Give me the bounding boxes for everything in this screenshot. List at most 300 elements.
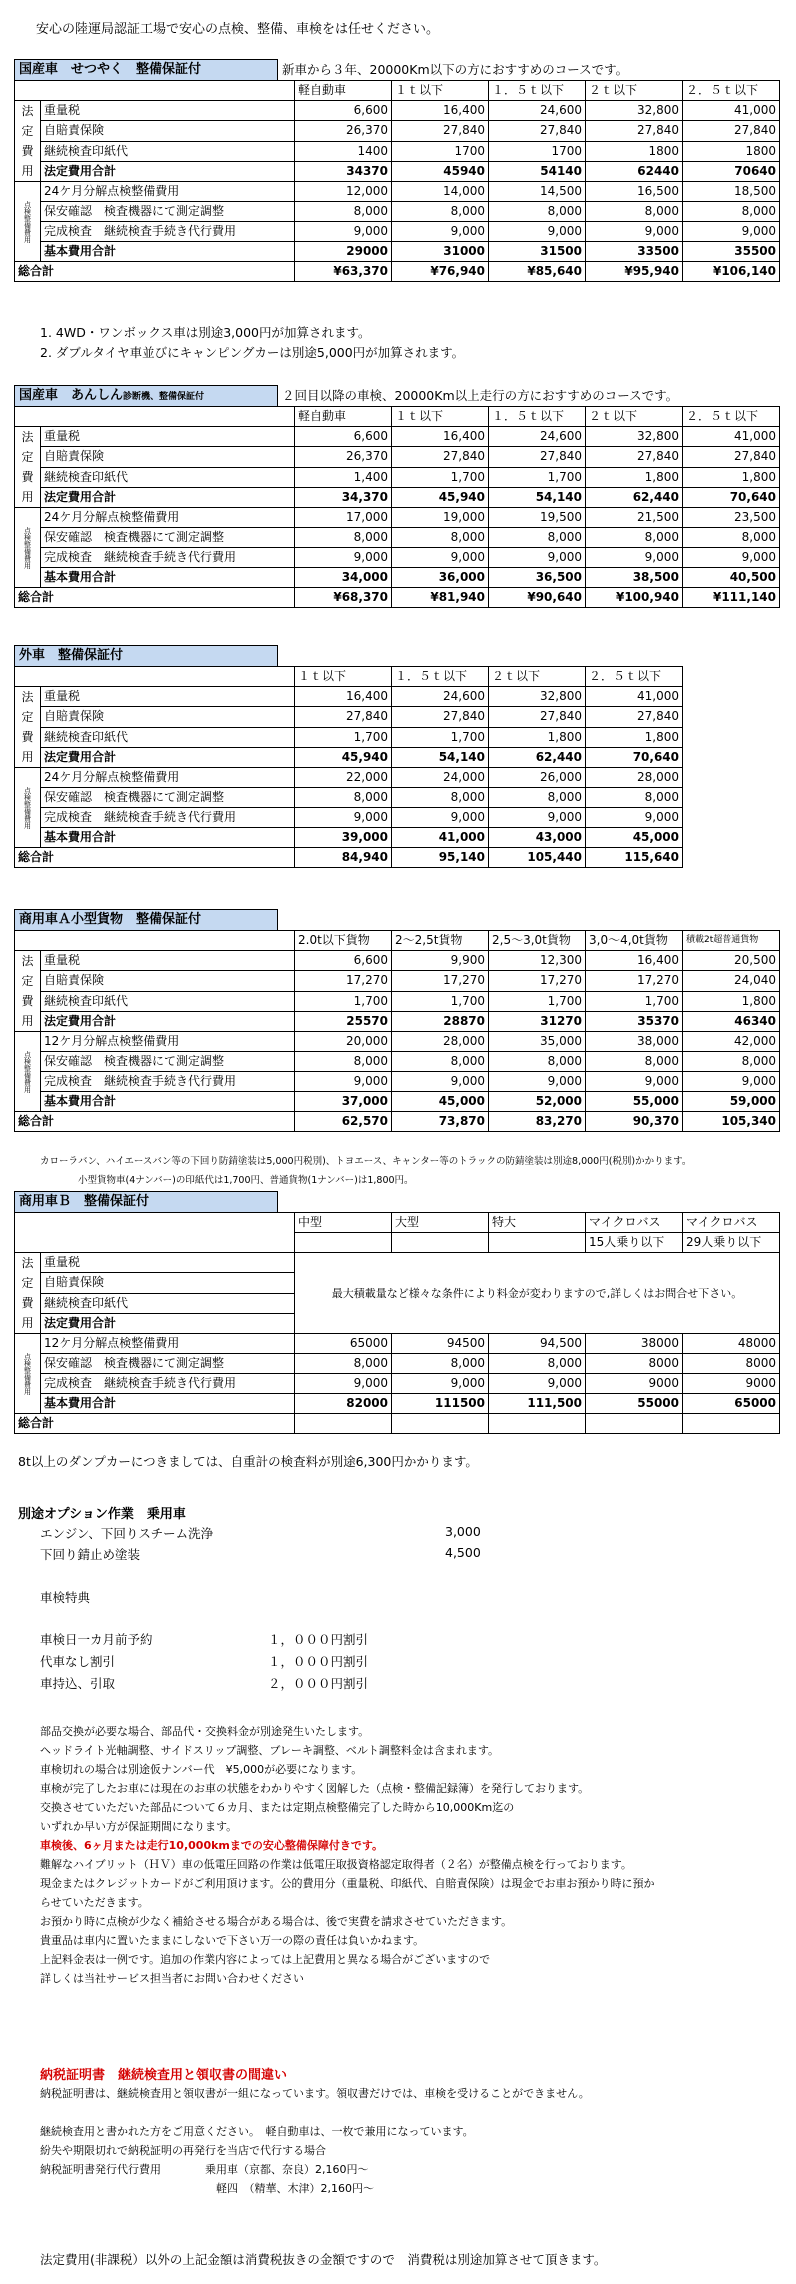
row-label: 24ケ月分解点検整備費用 [41, 182, 295, 202]
info-line: 上記料金表は一例です。追加の作業内容によっては上記費用と異なる場合がございますので [40, 1953, 491, 1966]
cell-value: 70,640 [586, 747, 683, 767]
cell-value: 38000 [586, 1334, 683, 1354]
basic-row [15, 808, 683, 828]
cell-value: 14,000 [392, 182, 489, 202]
row-label: 重量税 [41, 101, 295, 121]
column-header: 大型 [392, 1213, 489, 1233]
header-row [15, 407, 780, 427]
cell-value: 45,000 [392, 1092, 489, 1112]
row-label: 重量税 [41, 427, 295, 447]
column-header: １．５ｔ以下 [489, 407, 586, 427]
cell-value: 9,000 [683, 1072, 780, 1092]
cell-value: 32,800 [489, 687, 586, 707]
cell-value: ¥95,940 [586, 262, 683, 282]
basic-row [15, 1052, 780, 1072]
cell-value: 27,840 [392, 447, 489, 467]
column-header: １ｔ以下 [392, 81, 489, 101]
cell-value: 14,500 [489, 182, 586, 202]
cell-value: 18,500 [683, 182, 780, 202]
cell-value: 26,370 [295, 121, 392, 141]
row-label: 法定費用合計 [41, 1313, 295, 1333]
cell-value: 8,000 [392, 528, 489, 548]
basic-row [15, 1072, 780, 1092]
cell-value: 8,000 [489, 202, 586, 222]
legal-side-char: 用 [21, 750, 34, 764]
cell-value: 55000 [586, 1394, 683, 1414]
legal-side-label [15, 427, 41, 508]
tax-cert-line: 継続検査用と書かれた方をご用意ください。 軽自動車は、一枚で兼用になっています。 [40, 2125, 474, 2138]
basic-row [15, 548, 780, 568]
cell-value: 8,000 [489, 528, 586, 548]
basic-total-row [15, 1092, 780, 1112]
cell-value: 27,840 [392, 707, 489, 727]
grand-total-row [15, 1414, 780, 1434]
info-line: 車検後、6ヶ月または走行10,000kmまでの安心整備保障付きです。 [40, 1839, 383, 1852]
basic-row [15, 528, 780, 548]
cell-value: 27,840 [489, 707, 586, 727]
cell-value: 65000 [295, 1334, 392, 1354]
info-line: 交換させていただいた部品について６カ月、または定期点検整備完了した時から10,000Km迄の [40, 1801, 515, 1814]
cell-value-empty [295, 1414, 392, 1434]
legal-side-char: 定 [21, 450, 34, 464]
basic-total-row [15, 1394, 780, 1414]
row-label: 継続検査印紙代 [41, 141, 295, 161]
table3 [14, 666, 683, 868]
basic-row [15, 508, 780, 528]
grand-total-row [15, 848, 683, 868]
basic-side-label: 点検整備費用 [15, 1032, 41, 1112]
cell-value: 9,000 [489, 1374, 586, 1394]
cell-value: 9,000 [392, 1374, 489, 1394]
column-subheader [392, 1233, 489, 1253]
cell-value: 59,000 [683, 1092, 780, 1112]
cell-value: 25570 [295, 1011, 392, 1031]
cell-value: 24,600 [489, 101, 586, 121]
cell-value: 24,000 [392, 768, 489, 788]
info-line: 現金またはクレジットカードがご利用頂けます。公的費用分（重量税、印紙代、自賠責保険）は現金でお車お預かり時に預か [40, 1877, 655, 1890]
column-header: 2.0t以下貨物 [295, 931, 392, 951]
cell-value: 1,700 [586, 991, 683, 1011]
cell-value: 8,000 [489, 1354, 586, 1374]
column-header: 2,5～3,0t貨物 [489, 931, 586, 951]
legal-row [15, 951, 780, 971]
cell-value: 54140 [489, 161, 586, 181]
cell-value: ¥100,940 [586, 588, 683, 608]
column-header: 積載2t超普通貨物 [683, 931, 780, 951]
header-corner [15, 667, 295, 687]
column-header: ２ｔ以下 [586, 81, 683, 101]
cell-value: ¥90,640 [489, 588, 586, 608]
privilege-value-3: ２，０００円割引 [268, 1676, 369, 1691]
tax-cert-line: 軽四 （精華、木津）2,160円～ [40, 2182, 374, 2195]
cell-value: 9,000 [295, 808, 392, 828]
cell-value: 17,270 [295, 971, 392, 991]
cell-value: 9,000 [392, 548, 489, 568]
cell-value: 8,000 [683, 528, 780, 548]
legal-side-char: 定 [21, 1276, 34, 1290]
cell-value: 65000 [683, 1394, 780, 1414]
cell-value: 43,000 [489, 828, 586, 848]
legal-side-label [15, 101, 41, 182]
basic-row [15, 202, 780, 222]
cell-value: 24,040 [683, 971, 780, 991]
info-line: 部品交換が必要な場合、部品代・交換料金が別途発生いたします。 [40, 1725, 370, 1738]
row-label: 法定費用合計 [41, 487, 295, 507]
cell-value: 9,000 [489, 548, 586, 568]
row-label: 重量税 [41, 687, 295, 707]
column-header: ２ｔ以下 [489, 667, 586, 687]
legal-side-char: 定 [21, 710, 34, 724]
info-block [40, 1722, 655, 1988]
legal-row [15, 121, 780, 141]
cell-value: 9,000 [295, 1374, 392, 1394]
cell-value: 40,500 [683, 568, 780, 588]
tax-cert-line [40, 2103, 590, 2122]
row-label: 完成検査 継続検査手続き代行費用 [41, 808, 295, 828]
row-label: 総合計 [15, 848, 295, 868]
cell-value: 1700 [392, 141, 489, 161]
tax-cert-line: 納税証明書は、継続検査用と領収書が一組になっています。領収書だけでは、車検を受けることができません。 [40, 2087, 590, 2100]
row-label: 法定費用合計 [41, 1011, 295, 1031]
legal-row [15, 427, 780, 447]
column-subheader: 15人乗り以下 [586, 1233, 683, 1253]
cell-value: 31270 [489, 1011, 586, 1031]
legal-total-row [15, 1011, 780, 1031]
legal-row [15, 707, 683, 727]
cell-value: 111,500 [489, 1394, 586, 1414]
cell-value: 16,400 [392, 101, 489, 121]
privilege-label-2: 代車なし割引 [40, 1654, 116, 1669]
row-label: 保安確認 検査機器にて測定調整 [41, 1354, 295, 1374]
legal-side-char: 法 [21, 104, 34, 118]
note4-1: カローラバン、ハイエースバン等の下回り防錆塗装は5,000円税別)、トヨエース、キャンター等のトラックの防錆塗装は別途8,000円(税別)かかります。 [40, 1156, 692, 1167]
cell-value: 29000 [295, 242, 392, 262]
cell-value: 39,000 [295, 828, 392, 848]
cell-value: 9,000 [489, 1072, 586, 1092]
basic-side-label: 点検整備費用 [15, 768, 41, 848]
column-header: 特大 [489, 1213, 586, 1233]
cell-value: 1,700 [489, 467, 586, 487]
tax-cert-title: 納税証明書 継続検査用と領収書の間違い [40, 2068, 288, 2083]
info-line: 難解なハイブリット（ＨＶ）車の低電圧回路の作業は低電圧取扱資格認定取得者（２名）が整備点検を行っております。 [40, 1858, 632, 1871]
cell-value: ¥63,370 [295, 262, 392, 282]
cell-value: ¥111,140 [683, 588, 780, 608]
row-label: 重量税 [41, 951, 295, 971]
cell-value: 12,000 [295, 182, 392, 202]
cell-value: 16,400 [295, 687, 392, 707]
cell-value: 45,940 [295, 747, 392, 767]
privilege-label-1: 車検日一カ月前予約 [40, 1632, 153, 1647]
cell-value: 17,000 [295, 508, 392, 528]
row-label: 保安確認 検査機器にて測定調整 [41, 528, 295, 548]
cell-value: 48000 [683, 1334, 780, 1354]
column-header: 軽自動車 [295, 81, 392, 101]
cell-value: 8,000 [295, 1354, 392, 1374]
cell-value: 1,800 [489, 727, 586, 747]
row-label: 法定費用合計 [41, 161, 295, 181]
column-header: 2～2,5t貨物 [392, 931, 489, 951]
column-header: ２．５ｔ以下 [683, 407, 780, 427]
cell-value: 55,000 [586, 1092, 683, 1112]
basic-side-label: 点検整備費用 [15, 182, 41, 262]
cell-value: 84,940 [295, 848, 392, 868]
cell-value: 1800 [586, 141, 683, 161]
cell-value: 28,000 [392, 1032, 489, 1052]
column-subheader [489, 1233, 586, 1253]
row-label: 完成検査 継続検査手続き代行費用 [41, 222, 295, 242]
cell-value: 8,000 [586, 1052, 683, 1072]
cell-value: 34,000 [295, 568, 392, 588]
legal-total-row [15, 747, 683, 767]
table5 [14, 1212, 780, 1434]
header-corner [15, 1213, 295, 1253]
cell-value: 1,700 [489, 991, 586, 1011]
cell-value: 1800 [683, 141, 780, 161]
cell-value: 28,000 [586, 768, 683, 788]
cell-value: 41,000 [586, 687, 683, 707]
row-label: 24ケ月分解点検整備費用 [41, 508, 295, 528]
table1 [14, 80, 780, 282]
cell-value: 9,000 [392, 808, 489, 828]
cell-value: 41,000 [683, 101, 780, 121]
cell-value: 27,840 [683, 121, 780, 141]
cell-value: 1,700 [392, 727, 489, 747]
tax-cert-line: 納税証明書発行代行費用 乗用車（京都、奈良）2,160円～ [40, 2163, 369, 2176]
privileges-title: 車検特典 [40, 1590, 91, 1605]
cell-value: 6,600 [295, 427, 392, 447]
row-label: 完成検査 継続検査手続き代行費用 [41, 1374, 295, 1394]
cell-value: 9,000 [489, 222, 586, 242]
option-label-1: エンジン、下回りスチーム洗浄 [40, 1526, 214, 1541]
cell-value: 34,370 [295, 487, 392, 507]
row-label: 12ケ月分解点検整備費用 [41, 1032, 295, 1052]
cell-value: 21,500 [586, 508, 683, 528]
cell-value-empty [392, 1414, 489, 1434]
cell-value: 9,000 [586, 808, 683, 828]
cell-value: 27,840 [586, 121, 683, 141]
intro-text: 安心の陸運局認証工場で安心の点検、整備、車検をは任せください。 [36, 22, 440, 37]
cell-value: 41,000 [683, 427, 780, 447]
cell-value: 46340 [683, 1011, 780, 1031]
row-label: 基本費用合計 [41, 568, 295, 588]
info-line: 貴重品は車内に置いたままにしないで下さい万一の際の責任は負いかねます。 [40, 1934, 425, 1947]
column-header: ２．５ｔ以下 [586, 667, 683, 687]
cell-value: 8,000 [295, 528, 392, 548]
cell-value: 6,600 [295, 951, 392, 971]
cell-value: 54,140 [489, 487, 586, 507]
basic-total-row [15, 828, 683, 848]
cell-value: 23,500 [683, 508, 780, 528]
table2-title-main: 国産車 あんしん [19, 388, 124, 403]
column-header: 中型 [295, 1213, 392, 1233]
cell-value: 1,400 [295, 467, 392, 487]
cell-value: 1,800 [586, 467, 683, 487]
cell-value: 1,700 [392, 467, 489, 487]
row-label: 保安確認 検査機器にて測定調整 [41, 788, 295, 808]
column-subheader: 29人乗り以下 [683, 1233, 780, 1253]
cell-value: 62,440 [489, 747, 586, 767]
cell-value: 26,370 [295, 447, 392, 467]
cell-value: 1,800 [683, 467, 780, 487]
grand-total-row [15, 262, 780, 282]
table1-title: 国産車 せつやく 整備保証付 [14, 59, 278, 80]
legal-side-char: 定 [21, 974, 34, 988]
legal-side-char: 定 [21, 124, 34, 138]
cell-value: 95,140 [392, 848, 489, 868]
cell-value: 62,570 [295, 1112, 392, 1132]
legal-row [15, 141, 780, 161]
cell-value: 36,000 [392, 568, 489, 588]
grand-total-row [15, 1112, 780, 1132]
table2 [14, 406, 780, 608]
privilege-label-3: 車持込、引取 [40, 1676, 116, 1691]
table4-section [14, 910, 780, 1132]
row-label: 総合計 [15, 262, 295, 282]
cell-value: 105,340 [683, 1112, 780, 1132]
privilege-value-1: １，０００円割引 [268, 1632, 369, 1647]
header-corner [15, 81, 295, 101]
row-label: 法定費用合計 [41, 747, 295, 767]
legal-side-char: 法 [21, 1256, 34, 1270]
cell-value: ¥81,940 [392, 588, 489, 608]
column-header: １ｔ以下 [392, 407, 489, 427]
legal-side-char: 用 [21, 490, 34, 504]
cell-value: 45,940 [392, 487, 489, 507]
cell-value: 9000 [586, 1374, 683, 1394]
cell-value: 20,000 [295, 1032, 392, 1052]
legal-side-char: 法 [21, 430, 34, 444]
cell-value: 19,500 [489, 508, 586, 528]
table1-section [14, 60, 780, 282]
cell-value: 1,700 [295, 727, 392, 747]
table1-desc: 新車から３年、20000Km以下の方におすすめのコースです。 [282, 62, 629, 77]
tax-cert-block [40, 2084, 590, 2198]
header-row [15, 1213, 780, 1233]
cell-value: 8,000 [295, 1052, 392, 1072]
cell-value: 8,000 [489, 1052, 586, 1072]
info-line: 車検が完了したお車には現在のお車の状態をわかりやすく図解した（点検・整備記録簿）を発行しております。 [40, 1782, 590, 1795]
row-label: 基本費用合計 [41, 1394, 295, 1414]
basic-side-label: 点検整備費用 [15, 508, 41, 588]
cell-value: 20,500 [683, 951, 780, 971]
cell-value: 33500 [586, 242, 683, 262]
cell-value: 27,840 [489, 121, 586, 141]
cell-value: 70640 [683, 161, 780, 181]
cell-value: 8,000 [392, 202, 489, 222]
cell-value: 1700 [489, 141, 586, 161]
table4 [14, 930, 780, 1132]
basic-row [15, 768, 683, 788]
cell-value: 9,000 [586, 548, 683, 568]
row-label: 自賠責保険 [41, 707, 295, 727]
cell-value: 27,840 [295, 707, 392, 727]
info-line: 車検切れの場合は別途仮ナンバー代 ¥5,000が必要になります。 [40, 1763, 363, 1776]
cell-value: 35370 [586, 1011, 683, 1031]
header-corner [15, 407, 295, 427]
cell-value: 1,700 [392, 991, 489, 1011]
legal-row [15, 991, 780, 1011]
cell-value: 8000 [586, 1354, 683, 1374]
table2-title-small: 診断機、整備保証付 [123, 392, 205, 402]
cell-value: 35,000 [489, 1032, 586, 1052]
note1-1: 1. 4WD・ワンボックス車は別途3,000円が加算されます。 [40, 325, 371, 340]
cell-value: 27,840 [392, 121, 489, 141]
cell-value: 16,400 [586, 951, 683, 971]
cell-value: ¥106,140 [683, 262, 780, 282]
cell-value: 90,370 [586, 1112, 683, 1132]
legal-row [15, 101, 780, 121]
row-label: 自賠責保険 [41, 121, 295, 141]
row-label: 総合計 [15, 1112, 295, 1132]
cell-value: 9,000 [586, 1072, 683, 1092]
cell-value-empty [586, 1414, 683, 1434]
table3-section [14, 646, 683, 868]
footer-note: 法定費用(非課税）以外の上記金額は消費税抜きの金額ですので 消費税は別途加算させて頂きます。 [40, 2252, 607, 2267]
cell-value: 41,000 [392, 828, 489, 848]
legal-row [15, 1253, 780, 1273]
info-line: らせていただきます。 [40, 1896, 149, 1909]
cell-value: 8,000 [586, 788, 683, 808]
cell-value: 31000 [392, 242, 489, 262]
legal-side-char: 用 [21, 1316, 34, 1330]
column-header: 軽自動車 [295, 407, 392, 427]
cell-value: 6,600 [295, 101, 392, 121]
legal-side-char: 費 [21, 994, 34, 1008]
column-header: １．５ｔ以下 [392, 667, 489, 687]
cell-value: 24,600 [392, 687, 489, 707]
table2-section [14, 386, 780, 608]
cell-value: 35500 [683, 242, 780, 262]
table5-section [14, 1192, 780, 1434]
info-line: ヘッドライト光軸調整、サイドスリップ調整、ブレーキ調整、ベルト調整料金は含まれます。 [40, 1744, 500, 1757]
row-label: 基本費用合計 [41, 828, 295, 848]
cell-value: 42,000 [683, 1032, 780, 1052]
legal-row [15, 971, 780, 991]
column-header: １．５ｔ以下 [489, 81, 586, 101]
legal-note: 最大積載量など様々な条件により料金が変わりますので,詳しくはお問合せ下さい。 [295, 1253, 780, 1334]
row-label: 総合計 [15, 1414, 295, 1434]
header-corner [15, 931, 295, 951]
table2-title [14, 385, 278, 406]
legal-side-label [15, 951, 41, 1032]
row-label: 基本費用合計 [41, 242, 295, 262]
cell-value: 32,800 [586, 427, 683, 447]
legal-side-char: 費 [21, 144, 34, 158]
option-price-1: 3,000 [445, 1524, 481, 1539]
cell-value: 52,000 [489, 1092, 586, 1112]
row-label: 自賠責保険 [41, 447, 295, 467]
cell-value: ¥85,640 [489, 262, 586, 282]
cell-value: 94500 [392, 1334, 489, 1354]
cell-value: 8,000 [683, 202, 780, 222]
basic-row [15, 1354, 780, 1374]
cell-value: 45,000 [586, 828, 683, 848]
column-header: マイクロバス [683, 1213, 780, 1233]
legal-side-char: 費 [21, 1296, 34, 1310]
cell-value: 9,000 [683, 548, 780, 568]
basic-row [15, 1032, 780, 1052]
table4-title: 商用車Ａ小型貨物 整備保証付 [14, 909, 278, 930]
row-label: 基本費用合計 [41, 1092, 295, 1112]
cell-value: 27,840 [489, 447, 586, 467]
cell-value: ¥68,370 [295, 588, 392, 608]
basic-row [15, 788, 683, 808]
row-label: 継続検査印紙代 [41, 991, 295, 1011]
header-row [15, 81, 780, 101]
grand-total-row [15, 588, 780, 608]
row-label: 12ケ月分解点検整備費用 [41, 1334, 295, 1354]
info-line: 詳しくは当社サービス担当者にお問い合わせください [40, 1972, 304, 1985]
